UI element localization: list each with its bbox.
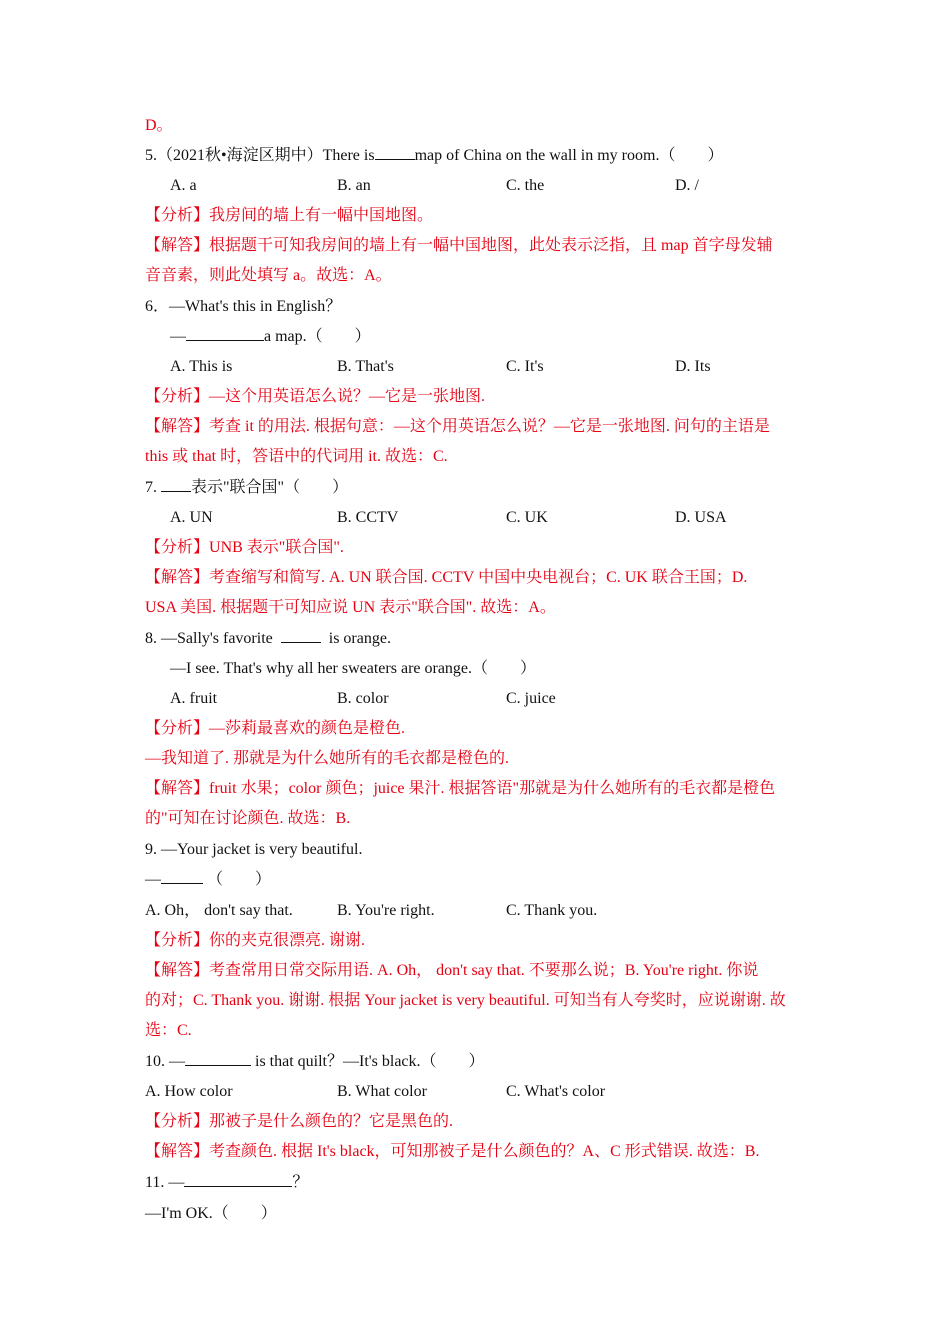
analysis-tag: 【分析】 (145, 1113, 210, 1130)
q9-response-end: （ ） (207, 871, 272, 888)
q10-option-b: B. What color (337, 1083, 427, 1100)
q7-option-d: D. USA (675, 509, 727, 526)
q5-option-d: D. / (675, 177, 699, 194)
question-10 (145, 1047, 810, 1077)
q7-blank (161, 473, 191, 492)
q9-analysis-text: 你的夹克很漂亮. 谢谢. (209, 932, 366, 949)
answer-tag: 【解答】 (145, 237, 210, 254)
q6-answer-text-1: 考查 it 的用法. 根据句意：—这个用英语怎么说？—它是一张地图. 问句的主语是 (209, 418, 770, 435)
question-8 (145, 624, 810, 654)
q9-answer (145, 956, 810, 986)
q8-answer-line-2: 的"可知在讨论颜色. 故选：B. (145, 810, 351, 827)
q9-answer-line-2: 的对；C. Thank you. 谢谢. 根据 Your jacket is very beautiful. 可知当有人夸奖时，应说谢谢. 故 (145, 992, 786, 1009)
q10-answer (145, 1137, 810, 1167)
q8-stem-end: is orange. (328, 630, 391, 647)
q8-analysis (145, 714, 810, 744)
q10-options (145, 1077, 810, 1107)
q5-answer-text-1: 根据题干可知我房间的墙上有一幅中国地图，此处表示泛指，且 map 首字母发辅 (209, 237, 773, 254)
q9-options (145, 896, 810, 926)
q11-blank (184, 1168, 292, 1187)
q6-option-b: B. That's (337, 358, 394, 375)
q8-response: —I see. That's why all her sweaters are orange.（ ） (170, 660, 537, 677)
q9-response (145, 865, 810, 895)
q6-response (170, 322, 835, 352)
q8-blank (281, 624, 321, 643)
question-7 (145, 473, 810, 503)
q7-option-c: C. UK (506, 509, 548, 526)
q6-dash: — (170, 328, 186, 345)
q8-analysis-line-2: —我知道了. 那就是为什么她所有的毛衣都是橙色的. (145, 750, 510, 767)
q9-answer-line-3: 选：C. (145, 1022, 192, 1039)
q5-analysis-text: 我房间的墙上有一幅中国地图。 (209, 207, 434, 224)
q9-blank (161, 865, 203, 884)
q7-analysis (145, 533, 810, 563)
q8-option-b: B. color (337, 690, 389, 707)
q7-answer (145, 563, 810, 593)
q5-analysis (145, 201, 810, 231)
q6-answer (145, 412, 810, 442)
q10-analysis-text: 那被子是什么颜色的？它是黑色的. (209, 1113, 454, 1130)
q8-stem-start: 8. —Sally's favorite (145, 630, 273, 647)
q9-analysis (145, 926, 810, 956)
q10-option-c: C. What's color (506, 1083, 606, 1100)
q5-option-b: B. an (337, 177, 371, 194)
q10-option-a: A. How color (145, 1083, 233, 1100)
q9-dash: — (145, 871, 161, 888)
answer-tag: 【解答】 (145, 962, 210, 979)
answer-tag: 【解答】 (145, 780, 210, 797)
q10-blank (185, 1047, 251, 1066)
q9-option-c: C. Thank you. (506, 902, 598, 919)
question-6: 6．—What's this in English？ (145, 298, 342, 315)
q6-analysis-text: —这个用英语怎么说？—它是一张地图. (209, 388, 486, 405)
q8-options (145, 684, 810, 714)
answer-tag: 【解答】 (145, 418, 210, 435)
q11-response: —I'm OK.（ ） (145, 1205, 277, 1222)
q10-analysis (145, 1107, 810, 1137)
q11-stem-start: 11. — (145, 1174, 185, 1191)
q6-options (145, 352, 810, 382)
q7-stem: 表示"联合国"（ ） (191, 479, 349, 496)
q6-option-a: A. This is (170, 358, 233, 375)
q6-option-c: C. It's (506, 358, 544, 375)
q5-answer (145, 231, 810, 261)
q8-option-c: C. juice (506, 690, 556, 707)
q9-option-b: B. You're right. (337, 902, 435, 919)
question-5 (145, 141, 810, 171)
answer-tag: 【解答】 (145, 1143, 210, 1160)
q5-answer-line-2: 音音素，则此处填写 a。故选：A。 (145, 267, 392, 284)
q7-answer-text-1: 考查缩写和简写. A. UN 联合国. CCTV 中国中央电视台；C. UK 联合王国；D. (209, 569, 748, 586)
answer-tag: 【解答】 (145, 569, 210, 586)
q9-answer-text-1: 考查常用日常交际用语. A. Oh， don't say that. 不要那么说；B. You're right. 你说 (209, 962, 759, 979)
q9-option-a: A. Oh， don't say that. (145, 902, 293, 919)
analysis-tag: 【分析】 (145, 932, 210, 949)
q7-options (145, 503, 810, 533)
analysis-tag: 【分析】 (145, 207, 210, 224)
q10-answer-text: 考查颜色. 根据 It's black，可知那被子是什么颜色的？A、C 形式错误. 故选：B. (209, 1143, 760, 1160)
q5-option-a: A. a (170, 177, 197, 194)
q8-option-a: A. fruit (170, 690, 218, 707)
q7-number: 7. (145, 479, 161, 496)
q5-blank (375, 141, 415, 160)
analysis-tag: 【分析】 (145, 539, 210, 556)
prev-answer-tail: D。 (145, 117, 173, 134)
q5-options (145, 171, 810, 201)
q8-answer (145, 774, 810, 804)
q7-analysis-text: UNB 表示"联合国". (209, 539, 344, 556)
analysis-tag: 【分析】 (145, 388, 210, 405)
q10-stem-start: 10. — (145, 1053, 185, 1070)
analysis-tag: 【分析】 (145, 720, 210, 737)
q6-option-d: D. Its (675, 358, 711, 375)
q7-option-b: B. CCTV (337, 509, 399, 526)
q7-answer-line-2: USA 美国. 根据题干可知应说 UN 表示"联合国". 故选：A。 (145, 599, 556, 616)
q7-option-a: A. UN (170, 509, 213, 526)
q6-blank (186, 322, 264, 341)
q8-analysis-text: —莎莉最喜欢的颜色是橙色. (209, 720, 406, 737)
q8-answer-text-1: fruit 水果；color 颜色；juice 果汁. 根据答语"那就是为什么她所有的毛衣都是橙色 (209, 780, 776, 797)
q5-stem-end: map of China on the wall in my room.（ ） (414, 147, 724, 164)
q6-response-end: a map.（ ） (264, 328, 371, 345)
q10-stem-end: is that quilt？—It's black.（ ） (255, 1053, 485, 1070)
question-11 (145, 1168, 810, 1198)
q11-stem-end: ？ (292, 1174, 309, 1191)
q5-stem-start: 5.（2021秋•海淀区期中）There is (145, 147, 375, 164)
q6-analysis (145, 382, 810, 412)
question-9: 9. —Your jacket is very beautiful. (145, 841, 363, 858)
q5-option-c: C. the (506, 177, 545, 194)
q6-answer-line-2: this 或 that 时，答语中的代词用 it. 故选：C. (145, 448, 448, 465)
